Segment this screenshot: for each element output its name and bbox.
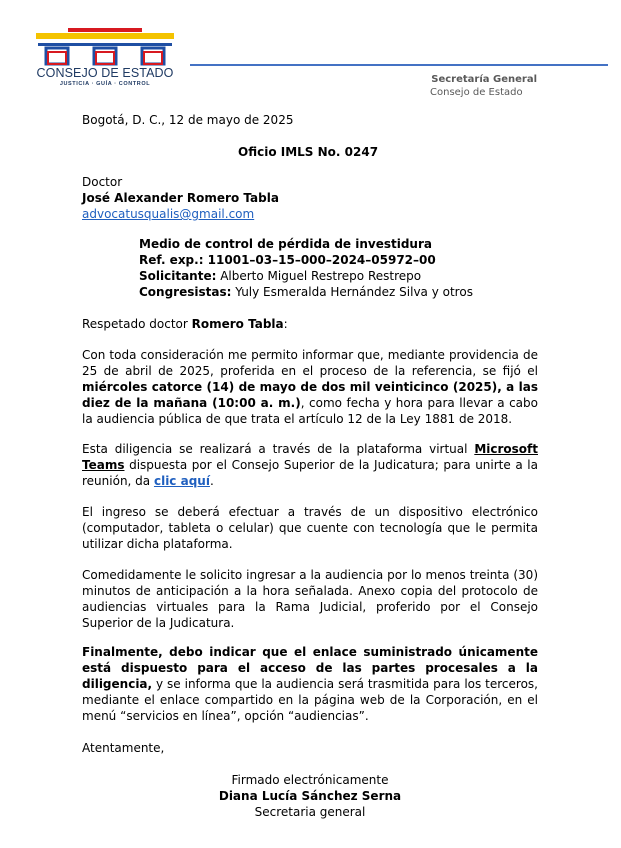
organization-name: Consejo de Estado: [430, 87, 523, 98]
paragraph-attendance: Comedidamente le solicito ingresar a la audiencia por lo menos treinta (30) minutos de anticipación a la hora señalada. Anexo copia del protocolo de audiencias virtuales para la Rama Judicial, proferido por el Consejo Superior de la Judicatura.: [82, 568, 538, 630]
salutation-post: :: [283, 317, 288, 331]
consejo-de-estado-logo: [30, 28, 180, 90]
microsoft-teams-link[interactable]: Microsoft Teams: [82, 442, 538, 472]
recipient-name: José Alexander Romero Tabla: [82, 191, 279, 205]
paragraph-hearing-date: [82, 347, 538, 427]
p1-text-c: , como fecha y hora para llevar a cabo la audiencia pública de que trata el artículo 12 de la Ley 1881 de 2018.: [82, 396, 538, 426]
solicitante-label: Solicitante:: [139, 269, 217, 283]
congresistas-label: Congresistas:: [139, 285, 232, 299]
p2-text-c: .: [209, 474, 214, 488]
logo-name: CONSEJO DE ESTADO: [36, 66, 174, 80]
department-name: Secretaría General: [431, 74, 537, 85]
salutation-pre: Respetado doctor: [82, 317, 192, 331]
salutation-name: Romero Tabla: [191, 317, 284, 331]
reference-matter: Medio de control de pérdida de investidura: [139, 237, 432, 251]
clic-aqui-link[interactable]: clic aquí: [153, 474, 210, 488]
header-rule: [190, 64, 608, 66]
p5-bold: Finalmente, debo indicar que el enlace suministrado únicamente está dispuesto para el acceso de las partes procesales a la diligencia,: [82, 645, 538, 691]
logo-tagline: JUSTICIA · GUÍA · CONTROL: [59, 81, 151, 87]
reference-congresistas: [139, 284, 473, 300]
place-date: Bogotá, D. C., 12 de mayo de 2025: [82, 113, 294, 127]
paragraph-link-notice: [82, 644, 538, 724]
oficio-number: Oficio IMLS No. 0247: [238, 145, 379, 159]
signature-note: Firmado electrónicamente: [231, 773, 389, 787]
signature-role: Secretaria general: [254, 805, 366, 819]
paragraph-platform: [82, 441, 538, 489]
p1-text-a: Con toda consideración me permito informar que, mediante providencia de 25 de abril de 2025, proferida en el proceso de la referencia, se fijó el: [82, 348, 538, 378]
recipient-title: Doctor: [82, 175, 123, 189]
p1-date-bold: miércoles catorce (14) de mayo de dos mil veinticinco (2025), a las diez de la mañana (10:00 a. m.): [82, 380, 538, 410]
solicitante-value: Alberto Miguel Restrepo Restrepo: [216, 269, 422, 283]
signature-name: Diana Lucía Sánchez Serna: [218, 789, 402, 803]
building-emblem-icon: [36, 28, 174, 66]
reference-block: [139, 236, 473, 300]
reference-solicitante: [139, 268, 473, 284]
salutation: [82, 316, 288, 332]
p5-text: y se informa que la audiencia será trasmitida para los terceros, mediante el enlace compartido en la página web de la Corporación, en el menú “servicios en línea”, opción “audiencias”.: [82, 677, 538, 723]
signature-block: [180, 772, 440, 820]
paragraph-device: El ingreso se deberá efectuar a través de un dispositivo electrónico (computador, tableta o celular) que cuente con tecnología que le permita utilizar dicha plataforma.: [82, 505, 538, 551]
closing: Atentamente,: [82, 741, 165, 755]
congresistas-value: Yuly Esmeralda Hernández Silva y otros: [231, 285, 473, 299]
reference-expediente: Ref. exp.: 11001–03–15–000–2024–05972–00: [139, 253, 436, 267]
p2-text-b: dispuesta por el Consejo Superior de la Judicatura; para unirte a la reunión, da: [82, 458, 538, 488]
p2-text-a: Esta diligencia se realizará a través de la plataforma virtual: [82, 442, 475, 456]
recipient-block: [82, 174, 279, 222]
recipient-email-link[interactable]: advocatusqualis@gmail.com: [82, 207, 255, 221]
